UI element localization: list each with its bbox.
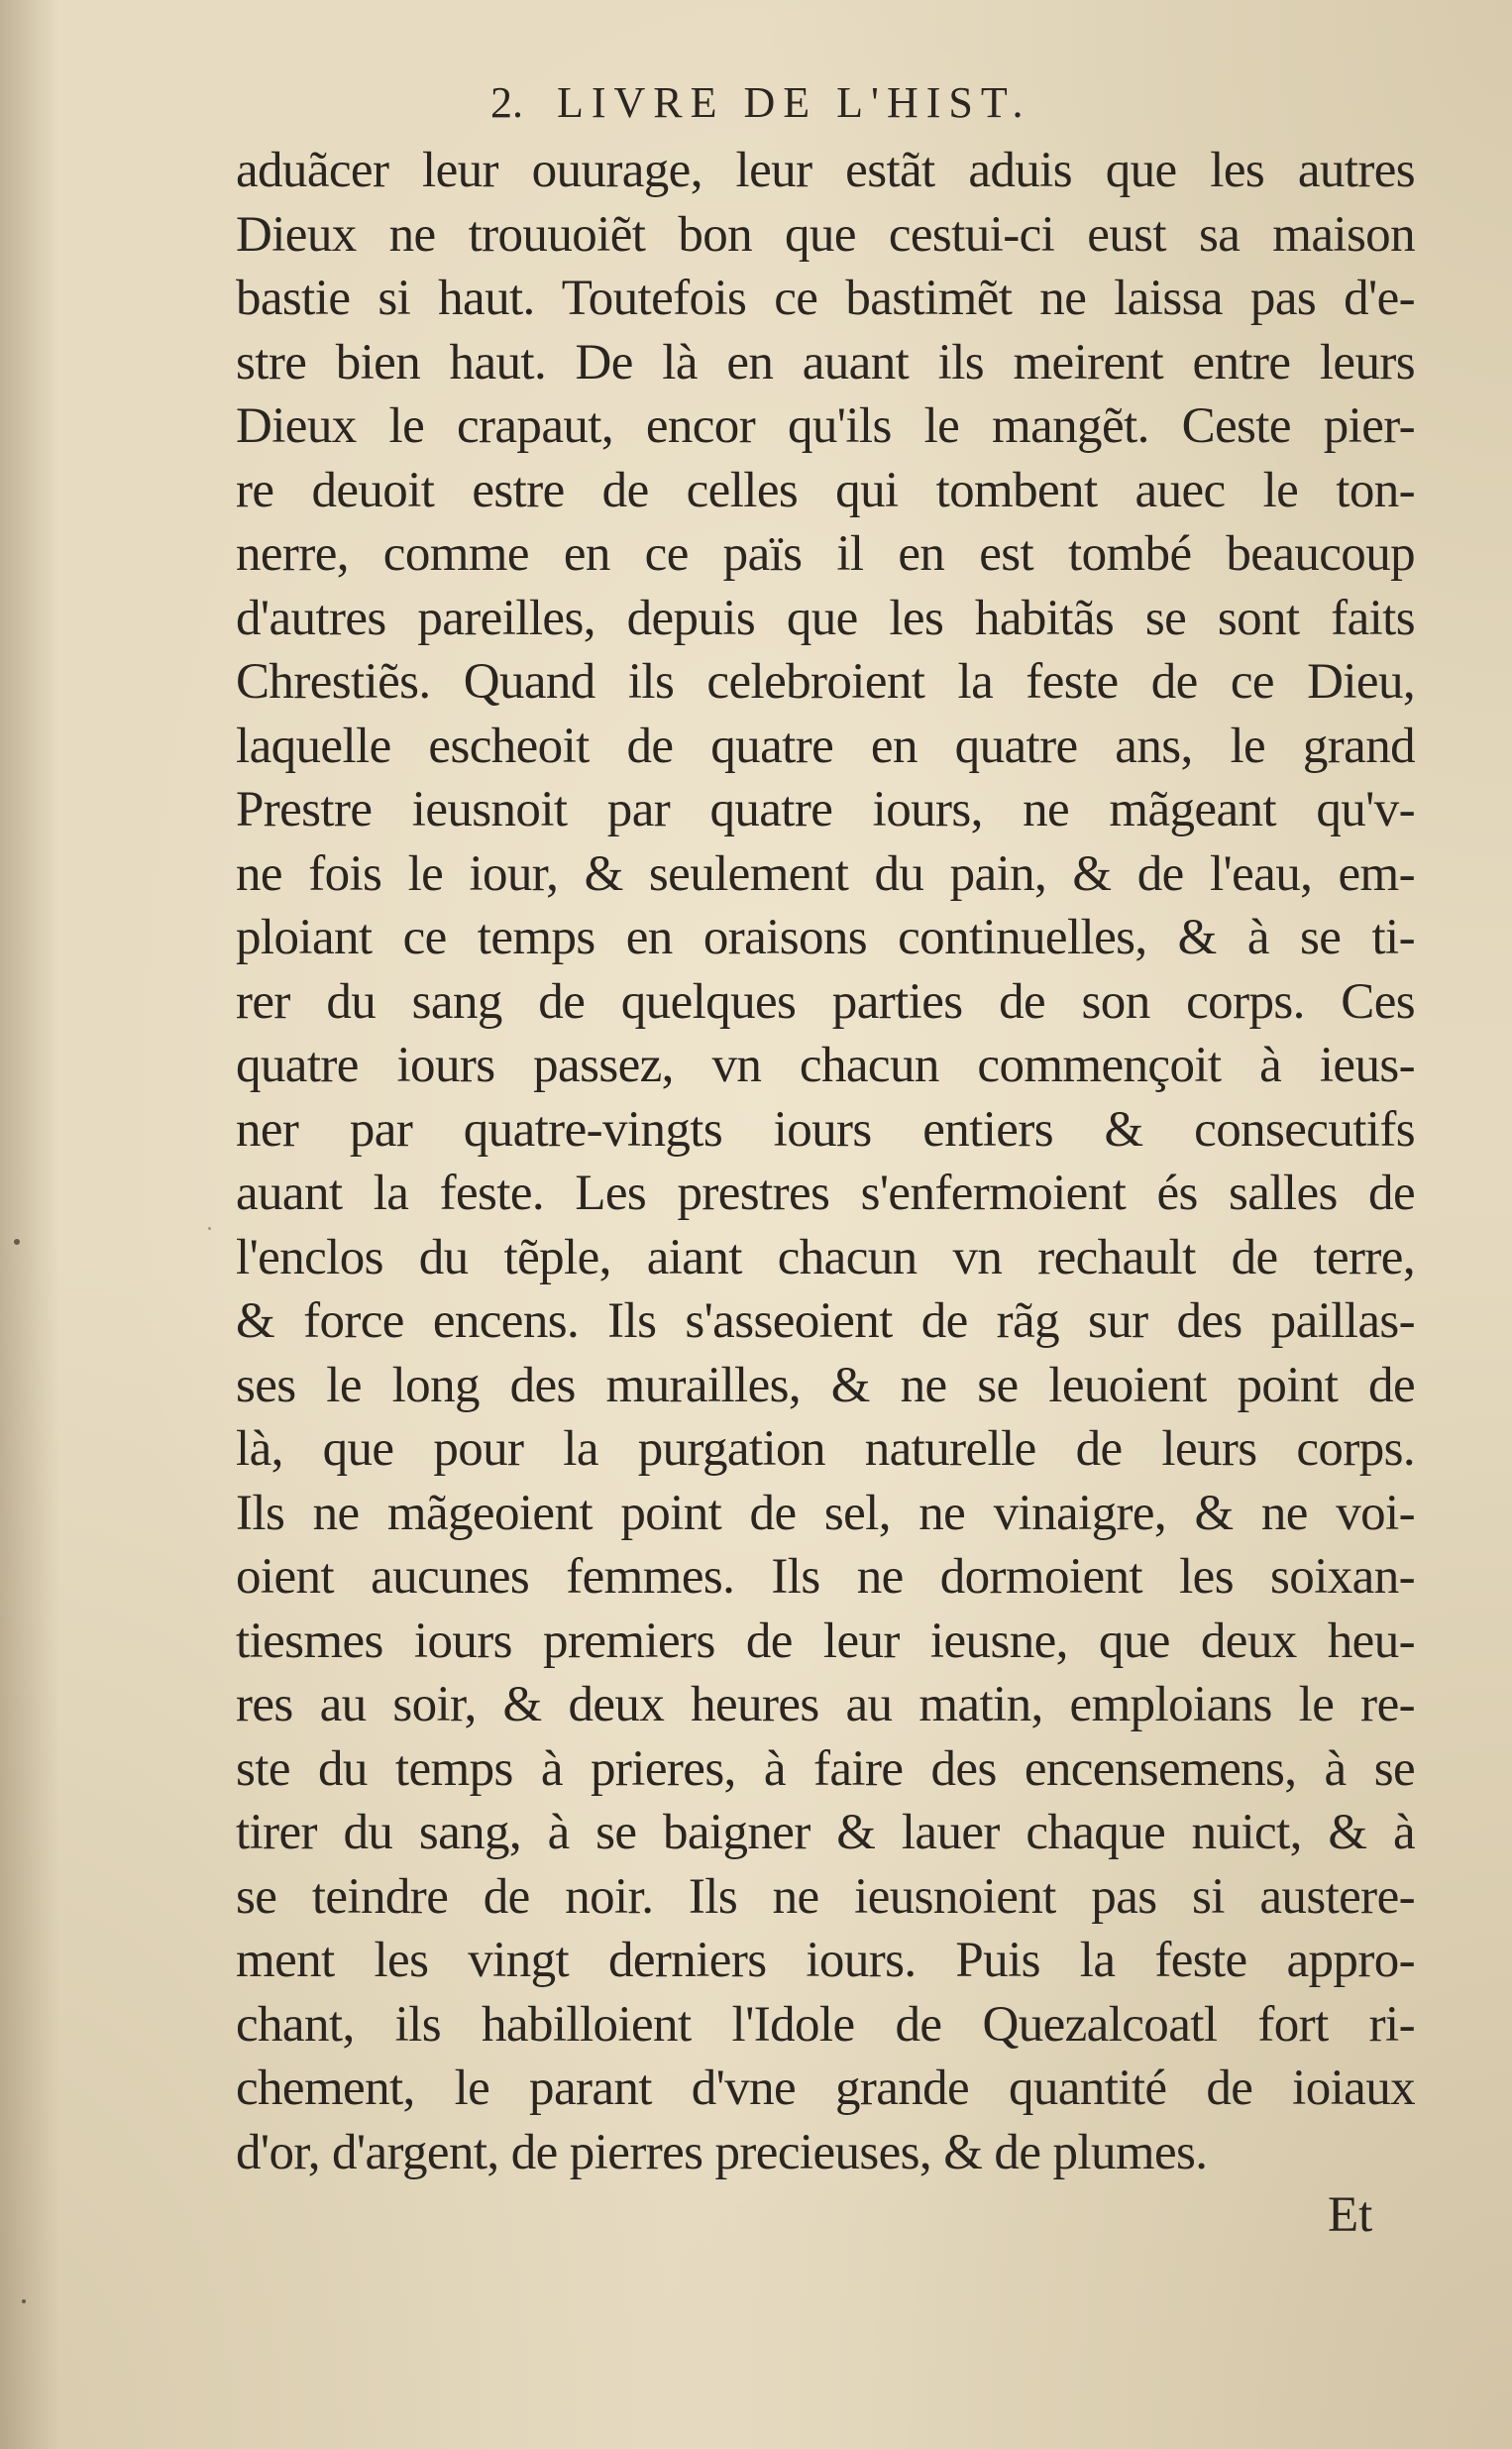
text-line: bastie si haut. Toutefois ce bastimẽt ne laissa pas d'e- xyxy=(236,271,1415,326)
text-line: se teindre de noir. Ils ne ieusnoient pas si austere- xyxy=(236,1868,1415,1925)
text-line: ner par quatre-vingts iours entiers & consecutifs xyxy=(236,1101,1415,1158)
ink-speck xyxy=(22,2299,26,2303)
ink-speck xyxy=(208,1227,211,1230)
text-line: d'autres pareilles, depuis que les habitãs se sont faits xyxy=(236,590,1415,646)
text-line: ment les vingt derniers iours. Puis la feste appro- xyxy=(236,1933,1415,1988)
text-line: quatre iours passez, vn chacun commençoit à ieus- xyxy=(236,1038,1415,1093)
text-line: d'or, d'argent, de pierres precieuses, & de plumes. xyxy=(236,2124,1208,2180)
text-line: Dieux ne trouuoiẽt bon que cestui-ci eust sa maison xyxy=(236,206,1415,263)
text-line: ne fois le iour, & seulement du pain, & de l'eau, em- xyxy=(236,845,1415,902)
gutter-shadow xyxy=(0,0,59,2449)
text-line: Prestre ieusnoit par quatre iours, ne mãgeant qu'v- xyxy=(236,782,1415,837)
text-line: nerre, comme en ce païs il en est tombé beaucoup xyxy=(236,526,1415,582)
text-line: ploiant ce temps en oraisons continuelles, & à se ti- xyxy=(236,910,1415,965)
text-line: chant, ils habilloient l'Idole de Quezalcoatl fort ri- xyxy=(236,1996,1415,2053)
text-line: aduãcer leur ouurage, leur estãt aduis que les autres xyxy=(236,143,1415,198)
text-line: re deuoit estre de celles qui tombent auec le ton- xyxy=(236,462,1415,518)
body-text xyxy=(236,139,1415,2184)
running-header xyxy=(490,77,1125,147)
text-line: tirer du sang, à se baigner & lauer chaque nuict, & à xyxy=(236,1805,1415,1860)
text-line: ses le long des murailles, & ne se leuoient point de xyxy=(236,1357,1415,1413)
text-line: laquelle escheoit de quatre en quatre ans, le grand xyxy=(236,718,1415,774)
text-line: auant la feste. Les prestres s'enfermoient és salles de xyxy=(236,1166,1415,1221)
text-line: Chrestiẽs. Quand ils celebroient la feste de ce Dieu, xyxy=(236,654,1415,710)
text-line: & force encens. Ils s'asseoient de rãg sur des paillas- xyxy=(236,1293,1415,1349)
text-line: tiesmes iours premiers de leur ieusne, que deux heu- xyxy=(236,1613,1415,1669)
text-line: rer du sang de quelques parties de son corps. Ces xyxy=(236,973,1415,1030)
catchword: Et xyxy=(1328,2187,1373,2243)
text-line: res au soir, & deux heures au matin, emploians le re- xyxy=(236,1677,1415,1732)
text-line: ste du temps à prieres, à faire des encensemens, à se xyxy=(236,1740,1415,1797)
ink-speck xyxy=(14,1239,20,1245)
page-number: 2. xyxy=(490,78,523,127)
running-title: LIVRE DE L'HIST. xyxy=(557,78,1031,127)
text-line: l'enclos du tẽple, aiant chacun vn rechault de terre, xyxy=(236,1229,1415,1285)
text-line: là, que pour la purgation naturelle de leurs corps. xyxy=(236,1421,1415,1477)
text-line: Ils ne mãgeoient point de sel, ne vinaigre, & ne voi- xyxy=(236,1485,1415,1541)
text-line: chement, le parant d'vne grande quantité de ioiaux xyxy=(236,2060,1415,2116)
text-line: stre bien haut. De là en auant ils meirent entre leurs xyxy=(236,334,1415,390)
text-line: oient aucunes femmes. Ils ne dormoient les soixan- xyxy=(236,1549,1415,1605)
text-line: Dieux le crapaut, encor qu'ils le mangẽt. Ceste pier- xyxy=(236,398,1415,454)
